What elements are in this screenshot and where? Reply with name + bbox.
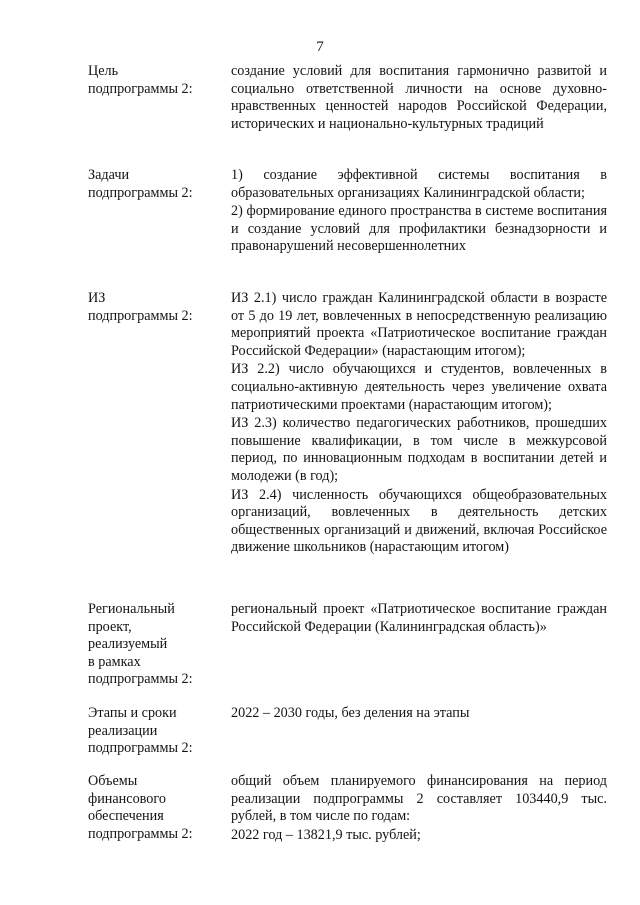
label-line: подпрограммы 2: <box>88 740 193 757</box>
paragraph: ИЗ 2.3) количество педагогических работников, прошедших повышение квалификации, в том числе в межкурсовой период, по инновационным подходам в воспитании детей и молодежи (в год); <box>231 415 607 484</box>
section-content <box>231 290 607 558</box>
paragraph: общий объем планируемого финансирования на период реализации подпрограммы 2 составляет 103440,9 тыс. рублей, в том числе по годам: <box>231 773 607 825</box>
label-line: ИЗ <box>88 290 106 306</box>
label-line: проект, <box>88 618 132 635</box>
paragraph: 2022 – 2030 годы, без деления на этапы <box>231 705 470 721</box>
section-label <box>88 167 218 202</box>
section-content <box>231 167 607 257</box>
paragraph: ИЗ 2.2) число обучающихся и студентов, вовлеченных в социально-активную деятельность через увеличение охвата патриотическими проектами (нарастающим итогом); <box>231 361 607 413</box>
label-line: финансового <box>88 790 166 807</box>
label-line: подпрограммы 2: <box>88 80 193 97</box>
paragraph: ИЗ 2.4) численность обучающихся общеобразовательных организаций, вовлеченных в деятельность детских общественных организаций и движений, включая Российское движение школьников (нарастающим итогом) <box>231 486 607 556</box>
section-content <box>231 63 607 134</box>
label-line: Цель <box>88 63 119 79</box>
label-line: Этапы и сроки <box>88 705 177 721</box>
paragraph: 2022 год – 13821,9 тыс. рублей; <box>231 826 421 843</box>
label-line: подпрограммы 2: <box>88 825 193 842</box>
section-content <box>231 773 607 845</box>
label-line: в рамках <box>88 653 141 670</box>
label-line: подпрограммы 2: <box>88 671 193 688</box>
label-line: реализуемый <box>88 636 168 653</box>
section-stages <box>88 705 608 761</box>
section-regional-project <box>88 601 608 693</box>
section-label <box>88 601 218 689</box>
section-label <box>88 773 218 843</box>
label-line: реализации <box>88 722 158 739</box>
section-label <box>88 290 218 325</box>
section-goal <box>88 63 608 153</box>
paragraph: региональный проект «Патриотическое воспитание граждан Российской Федерации (Калининградская область)» <box>231 601 607 635</box>
section-financing <box>88 773 608 847</box>
label-line: Объемы <box>88 773 138 789</box>
section-label <box>88 705 218 758</box>
page-number: 7 <box>316 39 324 55</box>
label-line: Региональный <box>88 601 175 617</box>
section-indicators <box>88 290 608 590</box>
section-label <box>88 63 218 98</box>
label-line: обеспечения <box>88 808 164 825</box>
paragraph: ИЗ 2.1) число граждан Калининградской области в возрасте от 5 до 19 лет, вовлеченных в непосредственную реализацию мероприятий проекта «Патриотическое воспитание граждан Российской Федерации» (нарастающим итогом); <box>231 290 607 359</box>
label-line: Задачи <box>88 167 130 183</box>
label-line: подпрограммы 2: <box>88 307 193 324</box>
paragraph: 2) формирование единого пространства в системе воспитания и создание условий для профилактики безнадзорности и правонарушений несовершеннолетних <box>231 203 607 255</box>
section-content <box>231 601 607 637</box>
section-content <box>231 705 607 724</box>
label-line: подпрограммы 2: <box>88 184 193 201</box>
paragraph: 1) создание эффективной системы воспитания в образовательных организациях Калининградской области; <box>231 167 607 201</box>
paragraph: создание условий для воспитания гармонично развитой и социально ответственной личности на основе духовно-нравственных ценностей народов Российской Федерации, исторических и национально-культурных традиций <box>231 63 607 132</box>
section-tasks <box>88 167 608 277</box>
